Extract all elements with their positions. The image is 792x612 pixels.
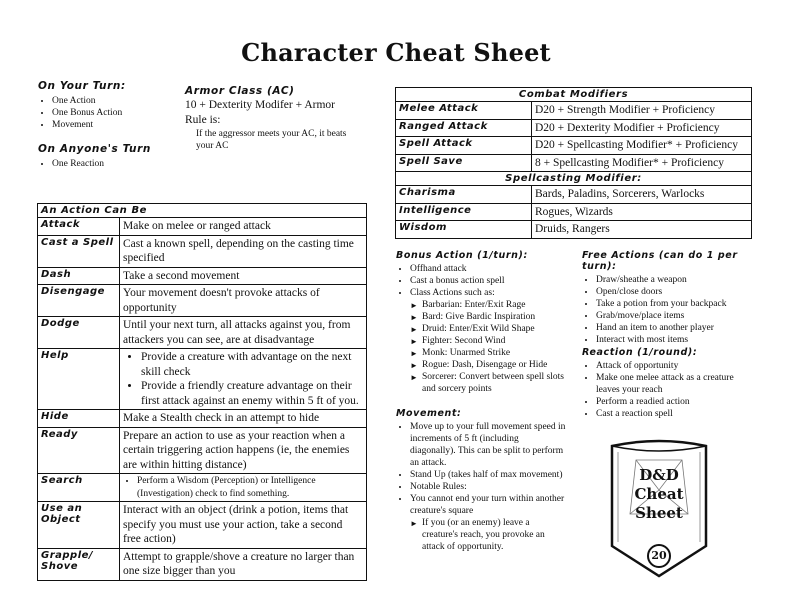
- action-name: Grapple/ Shove: [38, 548, 120, 580]
- class-actions-list: [396, 299, 572, 395]
- list-item: • Move up to your full movement speed in increments of 5 ft (including diagonally). This can be split to perform an attack.: [410, 421, 566, 469]
- action-desc: [120, 474, 367, 502]
- reaction-list: [582, 360, 752, 420]
- action-name: Use an Object: [38, 502, 120, 549]
- action-name: Search: [38, 474, 120, 502]
- action-name: Cast a Spell: [38, 235, 120, 267]
- ability-name: Wisdom: [396, 221, 532, 239]
- armor-class-section: [185, 85, 365, 152]
- action-name: Attack: [38, 218, 120, 236]
- modifier-name: Spell Save: [396, 154, 532, 172]
- table-row: [396, 221, 752, 239]
- free-actions-heading: Free Actions (can do 1 per turn):: [582, 250, 738, 272]
- list-item: • You cannot end your turn within another creature's square: [410, 493, 566, 517]
- action-name: Dash: [38, 267, 120, 285]
- list-item: • One Bonus Action: [52, 107, 178, 119]
- table-row: [396, 119, 752, 137]
- table-row: [38, 427, 367, 474]
- ability-classes: Druids, Rangers: [532, 221, 752, 239]
- list-item: • Draw/sheathe a weapon: [596, 274, 762, 286]
- on-your-turn-list: [38, 95, 178, 131]
- list-item: • Cast a reaction spell: [596, 408, 752, 420]
- logo-line: Sheet: [635, 504, 683, 522]
- list-item: • Make one melee attack as a creature leaves your reach: [596, 372, 752, 396]
- list-item: • Take a potion from your backpack: [596, 298, 762, 310]
- list-item: ► Monk: Unarmed Strike: [422, 347, 572, 359]
- action-name: Ready: [38, 427, 120, 474]
- action-table-heading: An Action Can Be: [38, 204, 367, 218]
- list-item: • Grab/move/place items: [596, 310, 762, 322]
- on-anyones-turn-section: [38, 143, 178, 170]
- table-row: [38, 317, 367, 349]
- bonus-action-section: [396, 250, 572, 395]
- movement-list: [396, 421, 566, 517]
- reaction-section: [582, 347, 752, 420]
- list-item: ► Rogue: Dash, Disengage or Hide: [422, 359, 572, 371]
- on-anyones-turn-heading: On Anyone's Turn: [38, 143, 151, 155]
- list-item: • Interact with most items: [596, 334, 762, 346]
- action-name: Hide: [38, 410, 120, 428]
- on-your-turn-heading: On Your Turn:: [38, 80, 126, 92]
- armor-class-rule-label: Rule is:: [185, 114, 221, 126]
- logo-line: Cheat: [634, 485, 684, 503]
- action-desc: Attempt to grapple/shove a creature no larger than one size bigger than you: [120, 548, 367, 580]
- table-row: [38, 218, 367, 236]
- list-item: • One Action: [52, 95, 178, 107]
- table-row: [396, 203, 752, 221]
- list-item: • Attack of opportunity: [596, 360, 752, 372]
- list-item: • Provide a friendly creature advantage on their first attack against an enemy within 5 ft of you.: [141, 379, 363, 408]
- action-desc: [120, 349, 367, 410]
- action-desc: Your movement doesn't provoke attacks of opportunity: [120, 285, 367, 317]
- dnd-logo: [608, 438, 710, 580]
- list-item: ► Fighter: Second Wind: [422, 335, 572, 347]
- table-row: [396, 186, 752, 204]
- action-desc: Prepare an action to use as your reaction when a certain triggering action happens (ie, the enemies are within hitting distance): [120, 427, 367, 474]
- action-table: [37, 203, 367, 581]
- list-item: • Offhand attack: [410, 263, 572, 275]
- list-item: • Provide a creature with advantage on the next skill check: [141, 350, 363, 379]
- list-item: • Open/close doors: [596, 286, 762, 298]
- combat-modifiers-heading: Combat Modifiers: [396, 88, 752, 102]
- table-row: [38, 267, 367, 285]
- modifier-name: Spell Attack: [396, 137, 532, 155]
- free-actions-section: [582, 250, 762, 346]
- table-row: [38, 349, 367, 410]
- action-desc: Interact with an object (drink a potion, items that specify you must use your action, take a second free action): [120, 502, 367, 549]
- ability-name: Charisma: [396, 186, 532, 204]
- list-item: ► Bard: Give Bardic Inspiration: [422, 311, 572, 323]
- page-title: Character Cheat Sheet: [241, 38, 551, 67]
- list-item: • One Reaction: [52, 158, 178, 170]
- modifier-value: 8 + Spellcasting Modifier* + Proficiency: [532, 154, 752, 172]
- list-item: • Notable Rules:: [410, 481, 566, 493]
- list-item: ► If you (or an enemy) leave a creature's reach, you provoke an attack of opportunity.: [422, 517, 566, 553]
- list-item: • Perform a Wisdom (Perception) or Intelligence (Investigation) check to find something.: [137, 475, 363, 500]
- list-item: • Stand Up (takes half of max movement): [410, 469, 566, 481]
- movement-sub-list: [396, 517, 566, 553]
- movement-section: [396, 408, 566, 553]
- list-item: • Cast a bonus action spell: [410, 275, 572, 287]
- table-row: [396, 137, 752, 155]
- modifier-name: Ranged Attack: [396, 119, 532, 137]
- table-row: [38, 235, 367, 267]
- modifier-value: D20 + Strength Modifier + Proficiency: [532, 102, 752, 120]
- ability-classes: Bards, Paladins, Sorcerers, Warlocks: [532, 186, 752, 204]
- movement-heading: Movement:: [396, 408, 462, 419]
- spellcasting-modifier-heading: Spellcasting Modifier:: [396, 172, 752, 186]
- table-row: [396, 154, 752, 172]
- logo-line: D&D: [639, 466, 679, 484]
- logo-text: [608, 466, 710, 523]
- reaction-heading: Reaction (1/round):: [582, 347, 698, 358]
- action-name: Disengage: [38, 285, 120, 317]
- on-your-turn-section: [38, 80, 178, 131]
- table-row: [396, 102, 752, 120]
- bonus-action-heading: Bonus Action (1/turn):: [396, 250, 528, 261]
- table-row: [38, 285, 367, 317]
- action-desc: Make a Stealth check in an attempt to hide: [120, 410, 367, 428]
- action-desc: Until your next turn, all attacks against you, from attackers you can see, are at disadvantage: [120, 317, 367, 349]
- modifier-name: Melee Attack: [396, 102, 532, 120]
- action-desc: Take a second movement: [120, 267, 367, 285]
- list-item: ► Barbarian: Enter/Exit Rage: [422, 299, 572, 311]
- list-item: • Movement: [52, 119, 178, 131]
- action-name: Dodge: [38, 317, 120, 349]
- armor-class-heading: Armor Class (AC): [185, 85, 295, 97]
- list-item: • Hand an item to another player: [596, 322, 762, 334]
- action-desc: Cast a known spell, depending on the casting time specified: [120, 235, 367, 267]
- list-item: • Perform a readied action: [596, 396, 752, 408]
- list-item: • Class Actions such as:: [410, 287, 572, 299]
- list-item: ► Sorcerer: Convert between spell slots and sorcery points: [422, 371, 572, 395]
- table-row: [38, 410, 367, 428]
- modifier-value: D20 + Spellcasting Modifier* + Proficiency: [532, 137, 752, 155]
- d20-badge: 20: [651, 549, 667, 562]
- armor-class-formula: 10 + Dexterity Modifer + Armor: [185, 99, 335, 111]
- table-row: [38, 502, 367, 549]
- ability-classes: Rogues, Wizards: [532, 203, 752, 221]
- table-row: [38, 474, 367, 502]
- list-item: ► Druid: Enter/Exit Wild Shape: [422, 323, 572, 335]
- action-desc: Make on melee or ranged attack: [120, 218, 367, 236]
- armor-class-rule-text: If the aggressor meets your AC, it beats your AC: [196, 129, 347, 151]
- combat-modifiers-table: [395, 87, 752, 239]
- bonus-action-list: [396, 263, 572, 299]
- modifier-value: D20 + Dexterity Modifier + Proficiency: [532, 119, 752, 137]
- action-name: Help: [38, 349, 120, 410]
- free-actions-list: [582, 274, 762, 346]
- ability-name: Intelligence: [396, 203, 532, 221]
- table-row: [38, 548, 367, 580]
- on-anyones-turn-list: [38, 158, 178, 170]
